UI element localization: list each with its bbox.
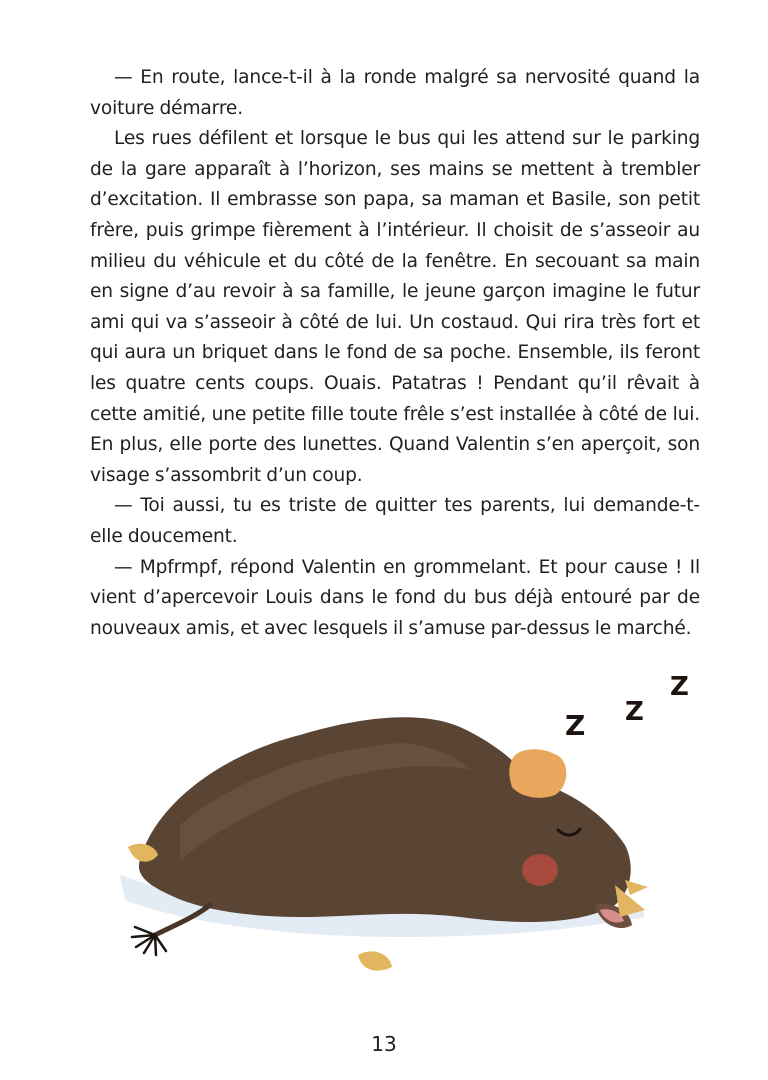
boar-tusk bbox=[625, 880, 648, 895]
sleep-z-letter: Z bbox=[625, 697, 644, 727]
paragraph: — En route, lance-t-il à la ronde malgré sa nervosité quand la voiture démarre. bbox=[90, 67, 700, 119]
boar-snout bbox=[509, 749, 566, 798]
sleep-z-letter: Z bbox=[670, 672, 689, 702]
sleeping-boar-illustration bbox=[100, 655, 710, 995]
sleep-z-letter: Z bbox=[565, 709, 586, 742]
boar-front-hoof bbox=[358, 951, 392, 970]
boar-cheek bbox=[522, 854, 558, 886]
page-number: 13 bbox=[371, 1032, 397, 1056]
body-text bbox=[90, 63, 700, 644]
paragraph: Les rues défilent et lorsque le bus qui les attend sur le parking de la gare apparaît à l’horizon, ses mains se mettent à trembler d’excitation. Il embrasse son papa, sa maman et Basile, son petit frère, puis grimpe fièrement à l’intérieur. Il choisit de s’asseoir au milieu du véhicule et du côté de la fenêtre. En secouant sa main en signe d’au revoir à sa famille, le jeune garçon imagine le futur ami qui va s’asseoir à côté de lui. Un costaud. Qui rira très fort et qui aura un briquet dans le fond de sa poche. Ensemble, ils feront les quatre cents coups. Ouais. Patatras ! Pendant qu’il rêvait à cette amitié, une petite fille toute frêle s’est installée à côté de lui. En plus, elle porte des lunettes. Quand Valentin s’en aperçoit, son visage s’assombrit d’un coup. bbox=[90, 128, 700, 486]
paragraph: — Toi aussi, tu es triste de quitter tes parents, lui demande-t-elle doucement. bbox=[90, 495, 700, 547]
paragraph: — Mpfrmpf, répond Valentin en grommelant. Et pour cause ! Il vient d’apercevoir Louis dans le fond du bus déjà entouré par de nouveaux amis, et avec lesquels il s’amuse par-dessus le marché. bbox=[90, 556, 700, 639]
